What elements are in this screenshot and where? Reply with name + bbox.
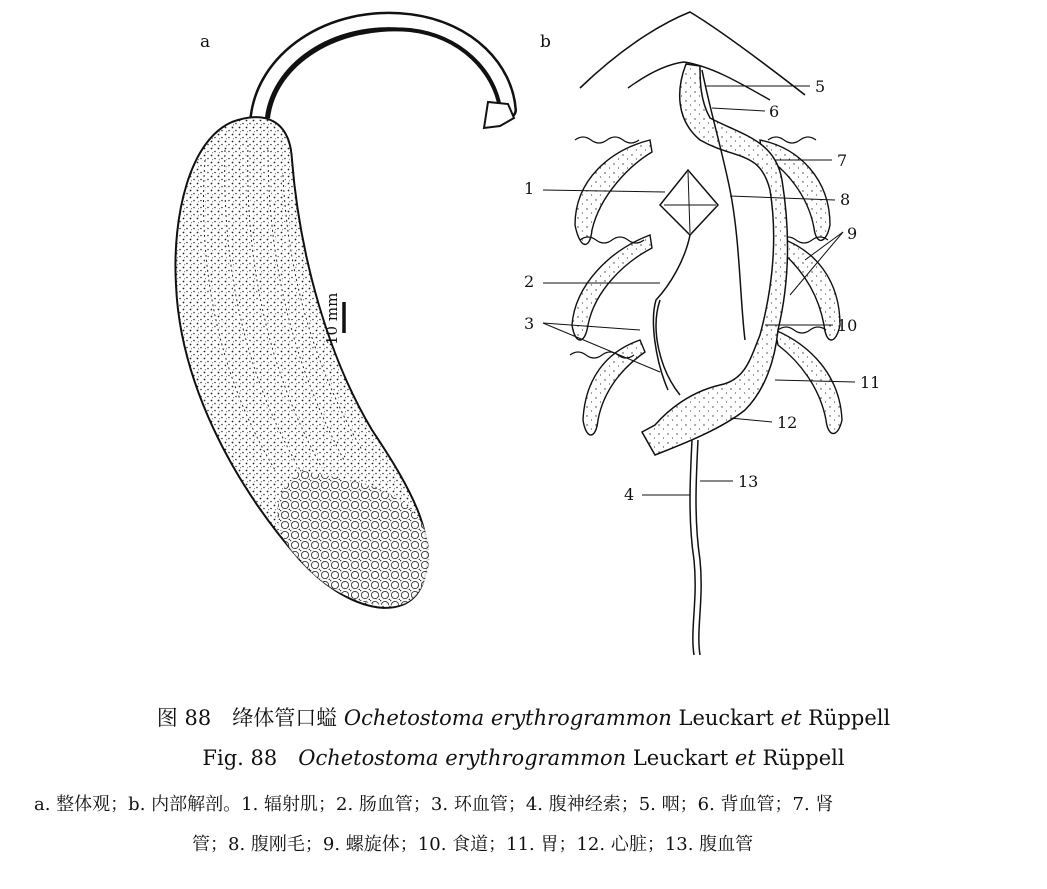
panel-label-a: a [200,32,211,52]
caption-en-species: Ochetostoma erythrogrammon [298,746,627,770]
ventral-nerve-cord [690,440,695,655]
nephridium [572,235,652,340]
callout-5: 5 [815,77,826,96]
callout-13: 13 [738,472,759,491]
callout-4: 4 [624,485,635,504]
caption-legend-line2: 管；8. 腹刚毛；9. 螺旋体；10. 食道；11. 胃；12. 心脏；13. 腹血管 [192,834,754,855]
callout-6: 6 [769,102,780,121]
caption-english-title [0,742,1047,772]
caption-cn-prefix: 图 88 绛体管口螠 [156,706,344,730]
ventral-vessel [696,440,701,655]
caption-cn-species: Ochetostoma erythrogrammon [343,706,672,730]
caption-legend-line1: a. 整体观；b. 内部解剖。1. 辐射肌；2. 肠血管；3. 环血管；4. 腹神经索；5. 咽；6. 背血管；7. 肾 [34,794,834,815]
panel-label-b: b [540,32,551,52]
ring-vessel [656,300,680,395]
callout-3: 3 [524,314,535,333]
callout-7: 7 [837,151,848,170]
callout-12: 12 [777,413,798,432]
caption-cn-et: et [780,706,802,730]
scale-bar-label: 10 mm [323,292,341,345]
callout-1: 1 [524,179,535,198]
callout-11: 11 [860,373,881,392]
callout-10: 10 [837,316,858,335]
caption-en-prefix: Fig. 88 [202,746,299,770]
nephridium [583,340,645,435]
proboscis [258,21,508,122]
caption-chinese-title [0,702,1047,732]
intestinal-vessel [653,235,690,390]
panel-b-anatomy [543,12,858,655]
caption-en-author1: Leuckart [626,746,735,770]
callout-8: 8 [840,190,851,209]
caption-en-et: et [734,746,756,770]
nephridium [575,140,652,244]
callout-9: 9 [847,224,858,243]
callout-2: 2 [524,272,535,291]
caption-cn-author2: Rüppell [801,706,891,730]
caption-cn-author1: Leuckart [671,706,781,730]
caption-en-author2: Rüppell [755,746,845,770]
